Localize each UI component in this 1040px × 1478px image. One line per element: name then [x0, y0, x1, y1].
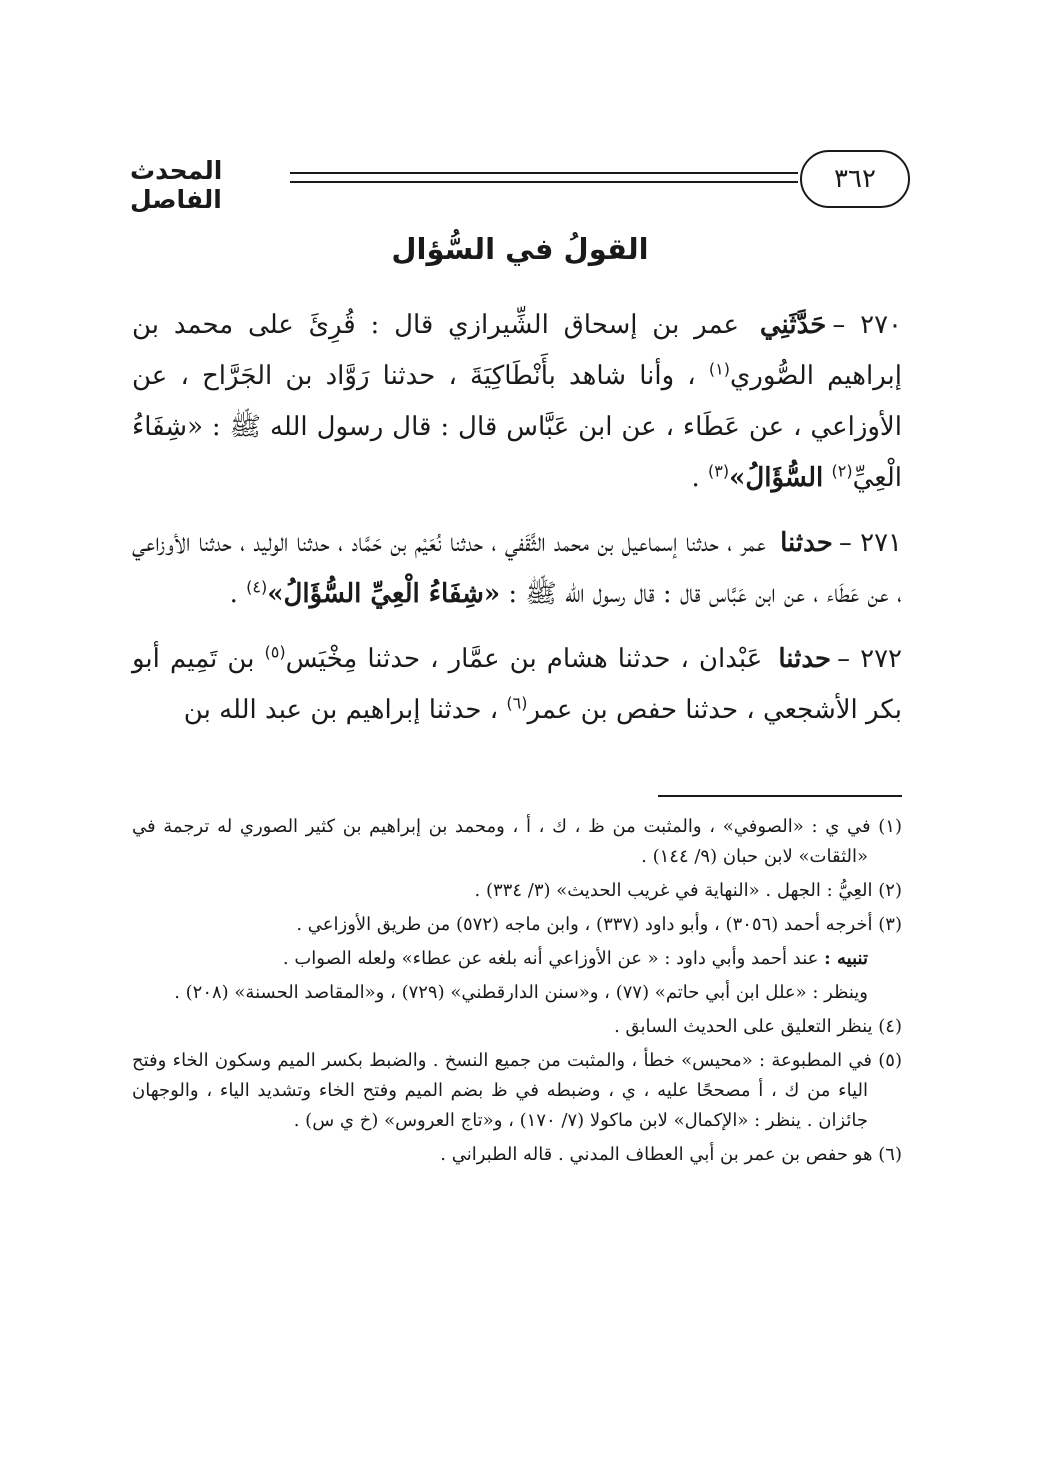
footnote-ref[interactable]: (٤): [246, 577, 268, 597]
footnote-ref[interactable]: (٥): [264, 642, 286, 662]
footnote-number: (٦): [878, 1144, 902, 1165]
page-header: [130, 150, 910, 214]
footnote-number: (٤): [878, 1016, 902, 1037]
footnote-2: [132, 876, 902, 906]
footnote-number: (٣): [878, 914, 902, 935]
hadith-matn: «شِفَاءُ الْعِيِّ السُّؤَالُ»: [267, 579, 501, 609]
hadith-text: .: [691, 463, 700, 493]
footnote-ref[interactable]: (١): [708, 359, 730, 379]
footnote-text: ينظر التعليق على الحديث السابق .: [614, 1016, 873, 1037]
hadith-number: ٢٧١ –: [838, 528, 903, 558]
footnotes: [132, 812, 902, 1174]
footnote-ref[interactable]: (٦): [506, 693, 528, 713]
footnote-text: أخرجه أحمد (٣٠٥٦) ، وأبو داود (٣٣٧) ، وابن ماجه (٥٧٢) من طريق الأوزاعي .: [296, 914, 873, 935]
section-title: القولُ في السُّؤال: [391, 232, 649, 266]
footnote-text: العِيُّ : الجهل . «النهاية في غريب الحديث» (٣/ ٣٣٤) .: [474, 880, 873, 901]
footnote-4: [132, 1012, 902, 1042]
hadith-text: عمر بن إسحاق الشِّيرازي قال : قُرِئَ على محمد بن إبراهيم الصُّوري: [132, 310, 903, 391]
footnote-number: (١): [878, 816, 902, 837]
hadith-text: عمر ، حدثنا إسماعيل بن محمد الثَّقَفي ، حدثنا نُعَيْم بن حَمَّاد ، حدثنا الوليد ، حدثنا الأوزاعي ، عن عَطَاء ، عن ابن عَبَّاس قال : قال رسول الله ﷺ :: [132, 528, 902, 609]
hadith-text: بن تَمِيم أبو بكر الأشجعي ، حدثنا حفص بن عمر: [132, 644, 902, 725]
footnote-5: [132, 1046, 902, 1136]
hadith-opening: حَدَّثَنِي: [759, 310, 827, 340]
footnote-text: عند أحمد وأبي داود : « عن الأوزاعي أنه بلغه عن عطاء» ولعله الصواب .: [282, 948, 819, 969]
footnote-ref[interactable]: (٢): [831, 461, 853, 481]
footnote-number: (٢): [878, 880, 902, 901]
main-text: [132, 300, 902, 750]
footnote-3-see-also: [132, 978, 902, 1008]
hadith-text: ، حدثنا إبراهيم بن عبد الله بن: [183, 695, 499, 725]
footnote-separator: [658, 795, 902, 797]
hadith-271: [132, 518, 902, 620]
hadith-opening: حدثنا: [780, 528, 833, 558]
hadith-opening: حدثنا: [778, 644, 832, 674]
footnote-3: [132, 910, 902, 940]
hadith-matn: السُّؤَالُ»: [729, 463, 824, 493]
hadith-270: [132, 300, 902, 504]
footnote-ref[interactable]: (٣): [708, 461, 730, 481]
header-double-rule: [290, 172, 798, 183]
hadith-text: ، وأنا شاهد بأَنْطَاكِيَةَ ، حدثنا رَوَّاد بن الجَرَّاح ، عن الأوزاعي ، عن عَطَاء ، عن ابن عَبَّاس قال : قال رسول الله ﷺ : «شِفَاءُ الْعِيِّ: [132, 361, 902, 493]
page-number: ٣٦٢: [800, 150, 910, 208]
book-title: المحدث الفاصل: [130, 156, 223, 214]
note-label: تنبيه :: [824, 948, 868, 969]
footnote-text: في المطبوعة : «محيس» خطأ ، والمثبت من جميع النسخ . والضبط بكسر الميم وسكون الخاء وفتح الياء من ك ، أ مصححًا عليه ، ي ، وضبطه في ظ بضم الميم وفتح الخاء وتشديد الياء ، والوجهان جائزان . ينظر : «الإكمال» لابن ماكولا (٧/ ١٧٠) ، و«تاج العروس» (خ ي س) .: [132, 1050, 872, 1131]
hadith-number: ٢٧٠ –: [832, 310, 903, 340]
footnote-6: [132, 1140, 902, 1170]
hadith-text: .: [229, 579, 238, 609]
footnote-number: (٥): [878, 1050, 902, 1071]
footnote-1: [132, 812, 902, 872]
hadith-272: [132, 634, 902, 736]
footnote-text: هو حفص بن عمر بن أبي العطاف المدني . قاله الطبراني .: [440, 1144, 873, 1165]
footnote-3-note: [132, 944, 902, 974]
footnote-text: في ي : «الصوفي» ، والمثبت من ظ ، ك ، أ ، ومحمد بن إبراهيم بن كثير الصوري له ترجمة في «الثقات» لابن حبان (٩/ ١٤٤) .: [132, 816, 871, 867]
footnote-text: وينظر : «علل ابن أبي حاتم» (٧٧) ، و«سنن الدارقطني» (٧٢٩) ، و«المقاصد الحسنة» (٢٠٨) .: [174, 982, 868, 1003]
hadith-text: عَبْدان ، حدثنا هشام بن عمَّار ، حدثنا مِخْيَس: [285, 644, 763, 674]
hadith-number: ٢٧٢ –: [837, 644, 903, 674]
